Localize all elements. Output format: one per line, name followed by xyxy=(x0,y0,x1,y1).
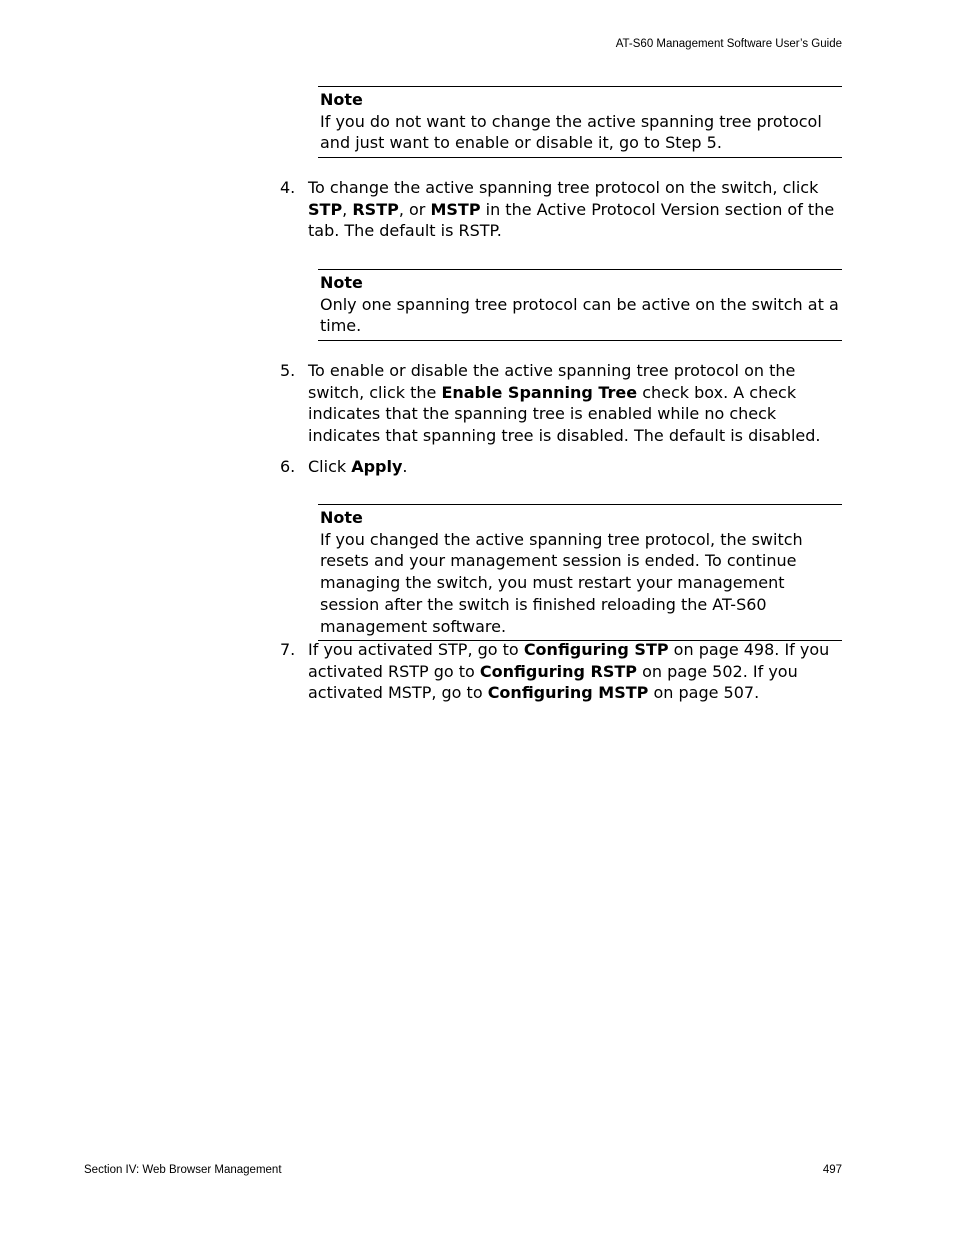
step-text: To enable or disable the active spanning tree protocol on the switch, click the Enable Spanning Tree check box. A check indicates that the spanning tree is enabled while no check indicates that spanning tree is disabled. The default is disabled. xyxy=(308,361,821,446)
note-box xyxy=(318,504,842,641)
step-number: 4. xyxy=(280,178,296,197)
note-title: Note xyxy=(320,273,363,292)
step-text: Click Apply. xyxy=(308,457,408,476)
configuring-rstp-link[interactable]: Configuring RSTP xyxy=(479,661,638,681)
configuring-mstp-link[interactable]: Configuring MSTP xyxy=(487,683,649,703)
note-text: If you changed the active spanning tree protocol, the switch resets and your management session is ended. To continue managing the switch, you must restart your management session after the switch is finished reloading the AT-S60 management software. xyxy=(320,529,803,636)
step-text: To change the active spanning tree protocol on the switch, click STP, RSTP, or MSTP in the Active Protocol Version section of the tab. The default is RSTP. xyxy=(308,178,835,241)
step-number: 7. xyxy=(280,640,296,659)
note-box xyxy=(318,86,842,158)
note-box xyxy=(318,269,842,341)
note-text: If you do not want to change the active spanning tree protocol and just want to enable or disable it, go to Step 5. xyxy=(320,111,822,153)
note-title: Note xyxy=(320,90,363,109)
step-7 xyxy=(280,639,846,704)
configuring-stp-link[interactable]: Configuring STP xyxy=(523,640,669,659)
page-number: 497 xyxy=(822,1164,842,1176)
mstp-option: MSTP xyxy=(430,199,481,219)
apply-label: Apply xyxy=(351,457,403,476)
note-title: Note xyxy=(320,508,363,527)
step-6 xyxy=(280,456,846,478)
stp-option: STP xyxy=(308,199,343,219)
running-header: AT-S60 Management Software User’s Guide xyxy=(615,38,842,50)
note-text: Only one spanning tree protocol can be active on the switch at a time. xyxy=(320,294,839,336)
step-4 xyxy=(280,177,846,242)
step-number: 5. xyxy=(280,361,296,380)
step-text: If you activated STP, go to Configuring STP on page 498. If you activated RSTP go to Configuring RSTP on page 502. If you activated MSTP, go to Configuring MSTP on page 507. xyxy=(308,640,830,703)
footer-section: Section IV: Web Browser Management xyxy=(84,1164,282,1176)
step-5 xyxy=(280,360,846,447)
step-number: 6. xyxy=(280,457,296,476)
rstp-option: RSTP xyxy=(352,199,399,219)
enable-spanning-tree-label: Enable Spanning Tree xyxy=(441,382,638,402)
